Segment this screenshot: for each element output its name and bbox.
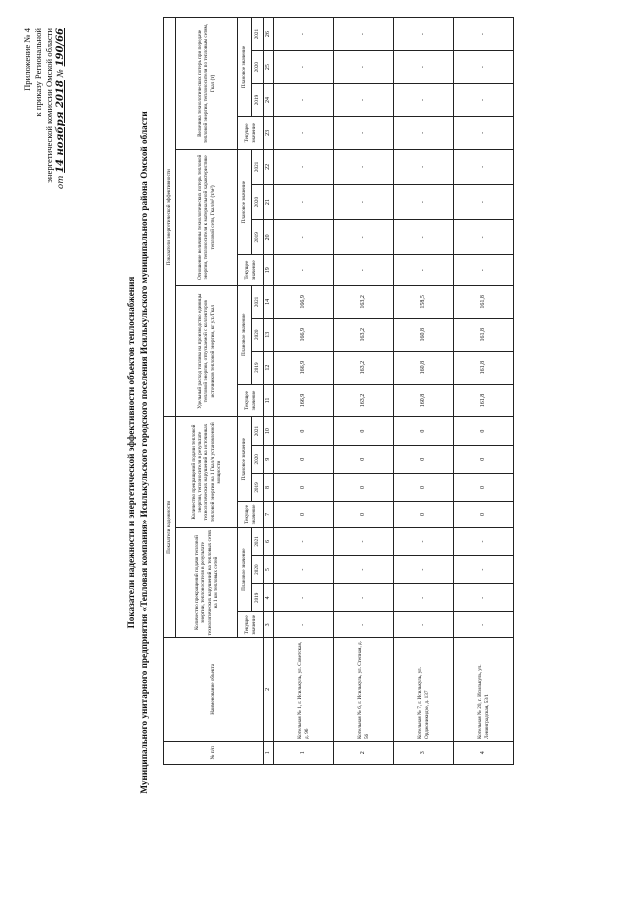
header-year-cell: 2021 <box>252 18 264 51</box>
row-number: 1 <box>274 741 334 764</box>
header-current-3: Текущее значение <box>238 384 264 417</box>
column-number-cell: 25 <box>264 51 274 84</box>
row-value-cell: 0 <box>394 445 454 473</box>
row-value-cell: 0 <box>274 445 334 473</box>
column-number-cell: 7 <box>264 502 274 528</box>
row-value-cell: 0 <box>274 502 334 528</box>
row-value-cell: - <box>334 584 394 612</box>
row-value-cell: - <box>454 255 514 286</box>
appendix-date-line <box>55 28 67 248</box>
row-value-cell: - <box>274 527 334 555</box>
row-value-cell: 161,8 <box>454 351 514 384</box>
row-value-cell: 0 <box>334 445 394 473</box>
row-value-cell: 166,9 <box>274 285 334 318</box>
column-number-cell: 12 <box>264 351 274 384</box>
row-value-cell: - <box>334 116 394 149</box>
header-planned-1: Плановое значение <box>238 527 252 612</box>
column-number-cell: 4 <box>264 584 274 612</box>
header-indicator-2: Количество прекращений подачи тепловой энергии, теплоносителя в результате технологических нарушений на источниках тепловой энергии на 1 Гкал/ч установленной мощности <box>176 417 238 527</box>
row-value-cell: - <box>274 612 334 638</box>
header-year-cell: 2021 <box>252 527 264 555</box>
row-value-cell: - <box>394 185 454 220</box>
row-value-cell: 0 <box>274 417 334 445</box>
row-value-cell: - <box>394 255 454 286</box>
header-planned-4: Плановое значение <box>238 149 252 255</box>
row-value-cell: 166,9 <box>274 318 334 351</box>
number-prefix: № <box>56 69 66 78</box>
row-value-cell: 0 <box>274 473 334 501</box>
header-indicator-1: Количество прекращений подачи тепловой энергии, теплоносителя в результате технологических нарушений на тепловых сетях на 1 км тепловых сетей <box>176 527 238 637</box>
row-value-cell: - <box>454 556 514 584</box>
row-value-cell: - <box>274 84 334 117</box>
row-value-cell: - <box>334 255 394 286</box>
row-value-cell: - <box>394 116 454 149</box>
row-value-cell: - <box>334 18 394 51</box>
row-value-cell: - <box>454 116 514 149</box>
row-value-cell: - <box>334 149 394 184</box>
date-prefix: от <box>56 175 66 189</box>
row-number: 4 <box>454 741 514 764</box>
column-number-cell: 3 <box>264 612 274 638</box>
row-value-cell: 161,8 <box>454 384 514 417</box>
row-value-cell: - <box>274 51 334 84</box>
column-number-cell: 10 <box>264 417 274 445</box>
row-value-cell: - <box>274 18 334 51</box>
row-value-cell: - <box>334 185 394 220</box>
row-value-cell: - <box>454 51 514 84</box>
row-value-cell: - <box>274 255 334 286</box>
header-reliability: Показатели надежности <box>164 417 176 638</box>
row-value-cell: - <box>274 584 334 612</box>
header-indicator-3: Удельный расход топлива на производство единицы тепловой энергии, отпускаемой с коллекторов источников тепловой энергии, кг у.т./Гкал <box>176 285 238 416</box>
column-number-cell: 8 <box>264 473 274 501</box>
column-number-cell: 26 <box>264 18 274 51</box>
row-value-cell: 0 <box>454 417 514 445</box>
header-efficiency: Показатели энергетической эффективности <box>164 18 176 417</box>
header-year-cell: 2020 <box>252 445 264 473</box>
header-current-1: Текущее значение <box>238 612 264 638</box>
header-year-cell: 2019 <box>252 84 264 117</box>
row-value-cell: - <box>454 185 514 220</box>
row-value-cell: 166,9 <box>274 384 334 417</box>
row-value-cell: 160,8 <box>394 351 454 384</box>
header-year-cell: 2019 <box>252 220 264 255</box>
row-value-cell: - <box>334 527 394 555</box>
row-value-cell: - <box>454 84 514 117</box>
row-value-cell: - <box>274 149 334 184</box>
row-object-name: Котельная № 7, г. Исилькуль, ул. Орджоникидзе, д. 137 <box>394 638 454 741</box>
column-number-cell: 24 <box>264 84 274 117</box>
row-value-cell: 166,9 <box>274 351 334 384</box>
column-number-cell: 20 <box>264 220 274 255</box>
row-value-cell: 0 <box>454 445 514 473</box>
column-number-cell: 6 <box>264 527 274 555</box>
row-value-cell: - <box>454 527 514 555</box>
header-row-groups <box>164 18 176 765</box>
appendix-block <box>22 28 67 248</box>
row-value-cell: - <box>274 185 334 220</box>
column-number-cell: 5 <box>264 556 274 584</box>
row-value-cell: 163,2 <box>334 318 394 351</box>
row-object-name: Котельная № 1, г. Исилькуль, ул. Советская, д. 96 <box>274 638 334 741</box>
document-title: Показатели надежности и энергетической эффективности объектов теплоснабжения <box>126 276 136 629</box>
row-value-cell: - <box>454 220 514 255</box>
header-year-cell: 2020 <box>252 51 264 84</box>
header-planned-5: Плановое значение <box>238 18 252 117</box>
appendix-line-1: Приложение № 4 <box>22 28 32 91</box>
column-number-cell: 11 <box>264 384 274 417</box>
row-value-cell: 158,5 <box>394 285 454 318</box>
row-value-cell: - <box>394 18 454 51</box>
row-value-cell: - <box>334 51 394 84</box>
row-object-name: Котельная № 20, г. Исилькуль, ул. Ленинградская, 53/1 <box>454 638 514 741</box>
document-subtitle: Муниципального унитарного предприятия «Тепловая компания» Исилькульского городского поселения Исилькульского муниципального района Омской области <box>139 111 149 794</box>
header-year-cell: 2020 <box>252 556 264 584</box>
row-value-cell: - <box>394 584 454 612</box>
header-object-name: Наименование объекта <box>164 638 264 741</box>
table-row <box>334 18 394 765</box>
header-planned-2: Плановое значение <box>238 417 252 502</box>
table-row <box>394 18 454 765</box>
header-current-2: Текущее значение <box>238 502 264 528</box>
header-year-cell: 2021 <box>252 149 264 184</box>
row-value-cell: 0 <box>394 473 454 501</box>
row-value-cell: 161,8 <box>454 318 514 351</box>
header-current-4: Текущее значение <box>238 255 264 286</box>
table-body <box>274 18 514 765</box>
row-value-cell: - <box>334 220 394 255</box>
header-planned-3: Плановое значение <box>238 285 252 384</box>
table-row <box>274 18 334 765</box>
row-value-cell: 163,2 <box>334 285 394 318</box>
row-value-cell: 161,8 <box>454 285 514 318</box>
header-year-cell: 2019 <box>252 584 264 612</box>
row-value-cell: 0 <box>334 473 394 501</box>
row-value-cell: - <box>394 149 454 184</box>
column-number-cell: 22 <box>264 149 274 184</box>
table-row <box>454 18 514 765</box>
header-indicator-4: Отношение величины технологических потерь тепловой энергии, теплоносителя к материальной характеристике тепловой сети, Гкал/м² (т/м²) <box>176 149 238 285</box>
row-number: 3 <box>394 741 454 764</box>
appendix-line-2: к приказу Региональной <box>33 28 43 117</box>
header-year-cell: 2019 <box>252 473 264 501</box>
header-year-cell: 2019 <box>252 351 264 384</box>
header-current-5: Текущее значение <box>238 116 264 149</box>
header-year-cell: 2020 <box>252 318 264 351</box>
handwritten-number: 190/66 <box>55 28 66 67</box>
header-indicator-5: Величина технологических потерь при передаче тепловой энергии, теплоносителя по тепловым сетям, Гкал (т) <box>176 18 238 150</box>
row-value-cell: - <box>334 612 394 638</box>
row-value-cell: 163,2 <box>334 351 394 384</box>
header-year-cell: 2021 <box>252 285 264 318</box>
indicators-table <box>163 17 514 765</box>
row-value-cell: 0 <box>394 502 454 528</box>
row-value-cell: - <box>394 220 454 255</box>
row-value-cell: - <box>274 220 334 255</box>
column-number-cell: 21 <box>264 185 274 220</box>
column-number-cell: 14 <box>264 285 274 318</box>
column-number-cell: 19 <box>264 255 274 286</box>
row-value-cell: - <box>454 612 514 638</box>
row-value-cell: - <box>454 149 514 184</box>
column-number-cell: 9 <box>264 445 274 473</box>
column-number-cell: 1 <box>264 741 274 764</box>
row-value-cell: - <box>394 84 454 117</box>
header-year-cell: 2021 <box>252 417 264 445</box>
row-value-cell: - <box>274 116 334 149</box>
row-value-cell: 0 <box>334 417 394 445</box>
row-value-cell: 163,2 <box>334 384 394 417</box>
row-value-cell: - <box>394 556 454 584</box>
row-value-cell: - <box>334 84 394 117</box>
column-number-cell: 13 <box>264 318 274 351</box>
row-value-cell: 0 <box>454 473 514 501</box>
column-number-cell: 2 <box>264 638 274 741</box>
row-value-cell: - <box>454 584 514 612</box>
row-value-cell: 0 <box>454 502 514 528</box>
row-value-cell: - <box>394 612 454 638</box>
row-value-cell: 160,8 <box>394 318 454 351</box>
row-value-cell: - <box>454 18 514 51</box>
header-no: № п/п <box>164 741 264 764</box>
handwritten-date: 14 ноября 2018 <box>55 80 66 173</box>
column-number-row <box>264 18 274 765</box>
column-number-cell: 23 <box>264 116 274 149</box>
row-object-name: Котельная № 6, г. Исилькуль, ул. Степная, д. 56 <box>334 638 394 741</box>
row-value-cell: 0 <box>334 502 394 528</box>
appendix-line-3: энергетической комиссии Омской области <box>44 28 54 183</box>
row-number: 2 <box>334 741 394 764</box>
header-year-cell: 2020 <box>252 185 264 220</box>
row-value-cell: - <box>394 527 454 555</box>
row-value-cell: - <box>394 51 454 84</box>
row-value-cell: - <box>274 556 334 584</box>
row-value-cell: - <box>334 556 394 584</box>
row-value-cell: 0 <box>394 417 454 445</box>
row-value-cell: 160,8 <box>394 384 454 417</box>
